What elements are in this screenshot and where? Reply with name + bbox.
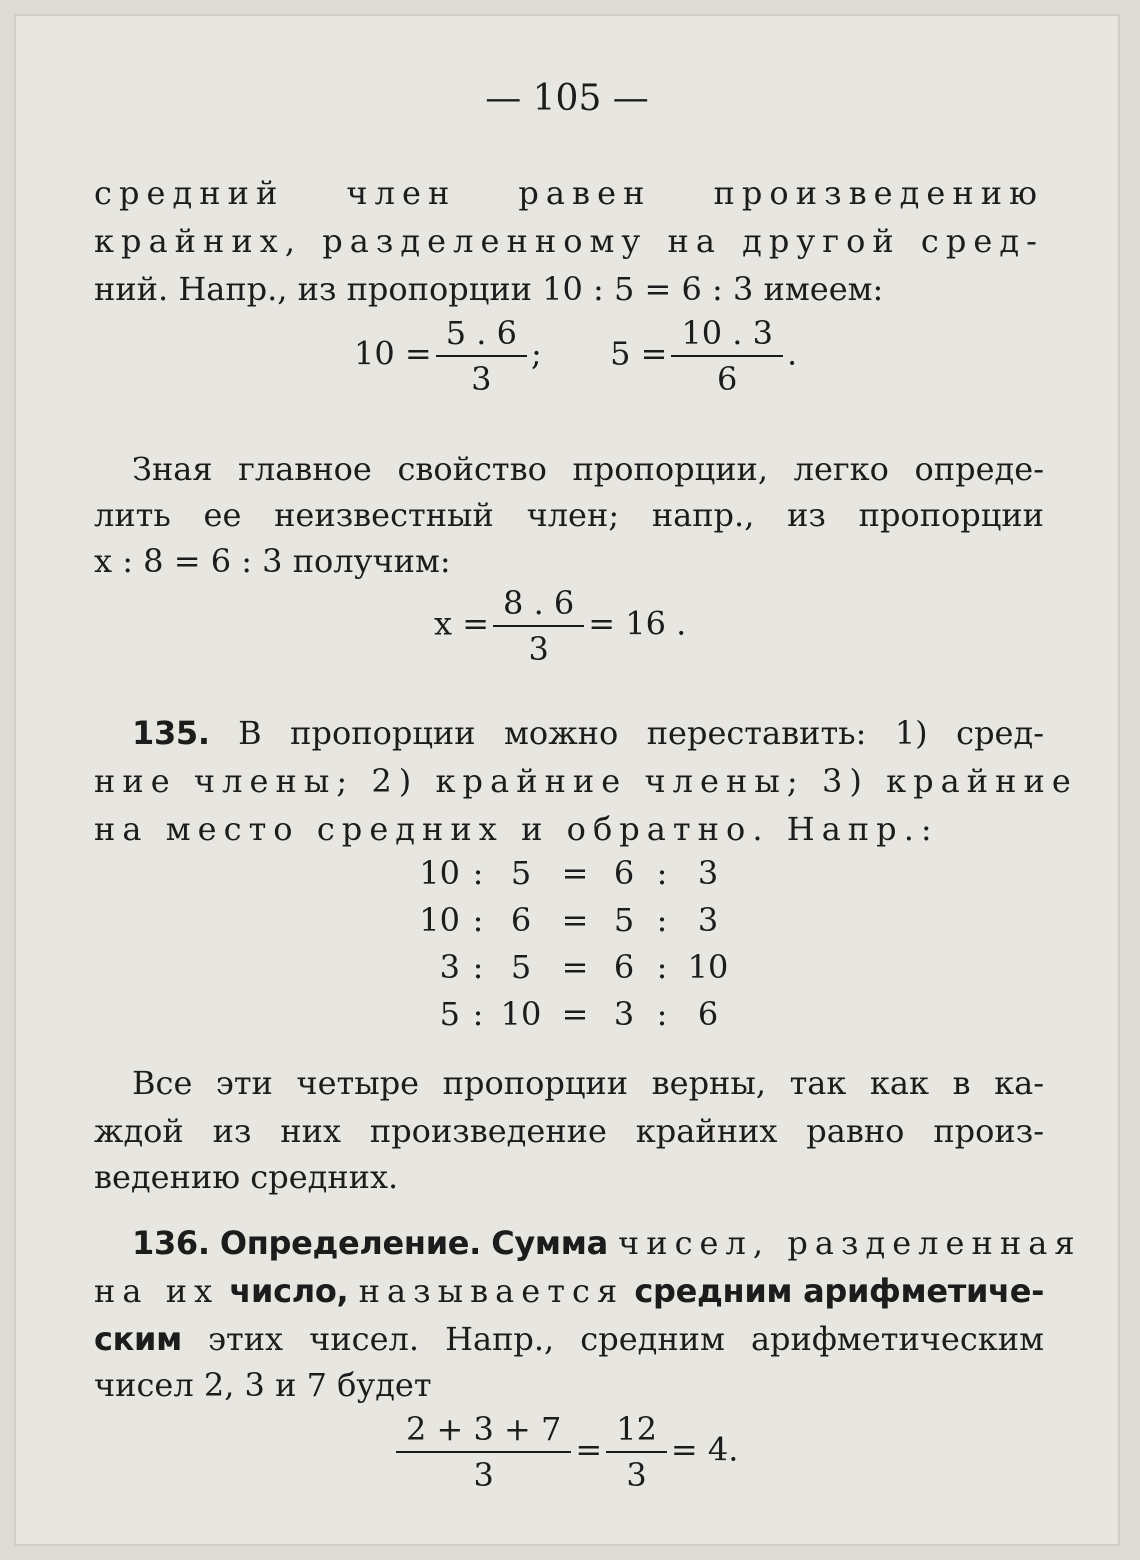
fraction-numerator: 5 . 6 — [436, 314, 527, 357]
fraction-5x6-over-3 — [436, 314, 527, 398]
proportion-term: 6 — [613, 948, 635, 986]
proportion-row — [14, 995, 1120, 1042]
proportion-term: 6 — [697, 995, 719, 1033]
sec135-line1-text: В пропорции можно переставить: 1) сред- — [238, 714, 1045, 752]
formula2-lhs: x = — [434, 604, 490, 643]
fraction-numerator: 2 + 3 + 7 — [396, 1410, 571, 1453]
fraction-denominator: 6 — [717, 360, 738, 398]
fraction-10x3-over-6 — [671, 314, 783, 398]
para3-line1: Все эти четыре пропорции верны, так как в ка- — [132, 1064, 1044, 1102]
term-arithmetic-mean-end: ским — [94, 1320, 182, 1358]
proportion-term: 5 — [439, 995, 460, 1033]
fraction-8x6-over-3 — [493, 584, 584, 668]
proportion-term: 3 — [697, 901, 719, 939]
term-sum: Сумма — [491, 1224, 608, 1262]
proportion-term: 6 — [510, 901, 532, 939]
proportion-term: : — [656, 995, 668, 1033]
sec135-line1 — [132, 710, 1044, 756]
para2-line3: x : 8 = 6 : 3 получим: — [94, 542, 451, 580]
proportion-term: = — [561, 948, 589, 986]
proportion-term: 10 — [687, 948, 729, 986]
proportions-table — [14, 854, 1120, 1042]
proportion-term: : — [656, 854, 668, 892]
section-number-136: 136. — [132, 1224, 210, 1262]
fraction-sum-over-3 — [396, 1410, 571, 1494]
fraction-denominator: 3 — [626, 1456, 647, 1494]
sec136-line1-text: чисел, разделенная — [618, 1224, 1082, 1262]
para1-line3: ний. Напр., из пропорции 10 : 5 = 6 : 3 имеем: — [94, 270, 884, 308]
formula2-rhs: = 16 . — [588, 604, 687, 643]
sec136-line1 — [132, 1220, 1082, 1266]
proportion-row — [14, 948, 1120, 995]
formula-1 — [354, 314, 797, 398]
para3-line3: ведению средних. — [94, 1158, 399, 1196]
formula1-lhs-a: 10 = — [354, 334, 432, 373]
proportion-term: 5 — [510, 854, 532, 892]
formula1-end: . — [787, 334, 798, 373]
para2-line2: лить ее неизвестный член; напр., из пропорции — [94, 496, 1044, 534]
fraction-numerator: 8 . 6 — [493, 584, 584, 627]
sec136-line3-text: этих чисел. Напр., средним арифметическим — [208, 1320, 1044, 1358]
term-definition: Определение. — [219, 1224, 482, 1262]
page-number: — 105 — — [485, 78, 649, 119]
fraction-denominator: 3 — [528, 630, 549, 668]
proportion-term: = — [561, 901, 589, 939]
book-page — [14, 14, 1120, 1546]
section-number-135: 135. — [132, 714, 210, 752]
sec136-line2-a: на их — [94, 1272, 220, 1310]
formula-3 — [392, 1410, 738, 1494]
proportion-term: : — [472, 995, 484, 1033]
proportion-term: 3 — [697, 854, 719, 892]
proportion-term: 5 — [613, 901, 635, 939]
proportion-term: = — [561, 854, 589, 892]
para1-line2: крайних, разделенному на другой сред- — [94, 222, 1044, 260]
proportion-term: 3 — [613, 995, 635, 1033]
sec136-line2-b: называется — [358, 1272, 625, 1310]
proportion-term: : — [656, 901, 668, 939]
sec136-line2 — [94, 1268, 1044, 1314]
proportion-row — [14, 901, 1120, 948]
formula1-lhs-b: 5 = — [610, 334, 668, 373]
formula3-rhs: = 4. — [670, 1430, 739, 1469]
proportion-term: 10 — [419, 901, 460, 939]
para3-line2: ждой из них произведение крайних равно произ- — [94, 1112, 1044, 1150]
formula-2 — [434, 584, 686, 668]
sec136-line3 — [94, 1316, 1044, 1362]
formula3-equals: = — [575, 1430, 603, 1469]
proportion-term: : — [472, 854, 484, 892]
para2-line1: Зная главное свойство пропорции, легко опреде- — [132, 450, 1044, 488]
proportion-term: 10 — [500, 995, 542, 1033]
fraction-denominator: 3 — [471, 360, 492, 398]
term-number: число, — [229, 1272, 349, 1310]
fraction-12-over-3 — [606, 1410, 667, 1494]
proportion-term: 5 — [510, 948, 532, 986]
proportion-row — [14, 854, 1120, 901]
sec136-line4: чисел 2, 3 и 7 будет — [94, 1366, 432, 1404]
term-arithmetic-mean: средним арифметиче- — [634, 1272, 1045, 1310]
proportion-term: 3 — [439, 948, 460, 986]
fraction-numerator: 10 . 3 — [671, 314, 783, 357]
fraction-denominator: 3 — [473, 1456, 494, 1494]
sec135-line3: на место средних и обратно. Напр.: — [94, 810, 939, 848]
proportion-term: 10 — [419, 854, 460, 892]
proportion-term: = — [561, 995, 589, 1033]
proportion-term: : — [472, 948, 484, 986]
sec135-line2: ние члены; 2) крайние члены; 3) крайние — [94, 762, 1078, 800]
proportion-term: : — [472, 901, 484, 939]
fraction-numerator: 12 — [606, 1410, 667, 1453]
proportion-term: 6 — [613, 854, 635, 892]
proportion-term: : — [656, 948, 668, 986]
para1-line1: средний член равен произведению — [94, 174, 1044, 212]
formula1-separator: ; — [530, 334, 542, 373]
